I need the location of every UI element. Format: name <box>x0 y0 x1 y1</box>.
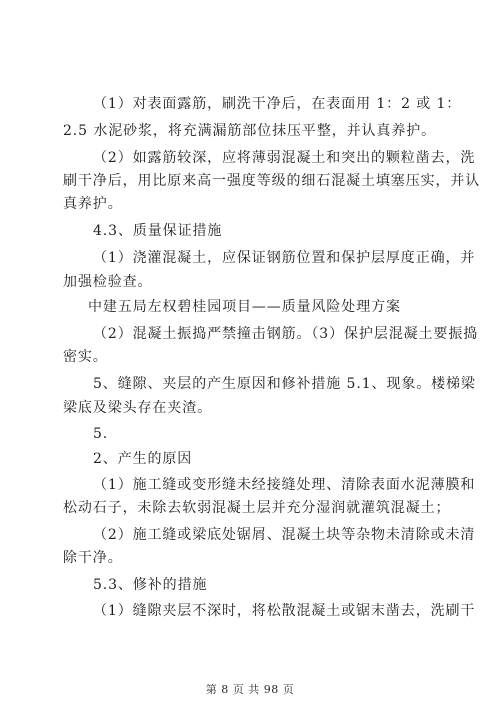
paragraph-line: 真养护。 <box>63 196 123 212</box>
paragraph-line: （2）施工缝或梁底处锯屑、混凝土块等杂物未清除或未清 <box>93 527 476 543</box>
section-heading: 5.3、修补的措施 <box>93 577 208 593</box>
paragraph-line: 5. <box>93 426 109 442</box>
paragraph-line: 2.5 水泥砂浆，将充满漏筋部位抹压平整，并认真养护。 <box>63 123 437 139</box>
paragraph-line: （1）缝隙夹层不深时，将松散混凝土或锯末凿去，洗刷干 <box>93 603 476 619</box>
paragraph-line: （1）对表面露筋，刷洗干净后，在表面用 1：2 或 1： <box>93 96 462 112</box>
page-footer: 第 8 页 共 98 页 <box>205 683 295 696</box>
paragraph-line: 密实。 <box>63 349 108 365</box>
paragraph-line: 加强检验查。 <box>63 274 153 290</box>
paragraph-line: 5、缝隙、夹层的产生原因和修补措施 5.1、现象。楼梯梁 <box>93 376 476 392</box>
document-header-line: 中建五局左权碧桂园项目——质量风险处理方案 <box>88 299 401 315</box>
paragraph-line: 除干净。 <box>63 550 123 566</box>
paragraph-line: 松动石子，未除去软弱混凝土层并充分湿润就灌筑混凝土； <box>63 500 451 516</box>
section-heading: 4.3、质量保证措施 <box>93 223 223 239</box>
paragraph-line: （1）浇灌混凝土，应保证钢筋位置和保护层厚度正确，并 <box>93 250 476 266</box>
paragraph-line: 梁底及梁头存在夹渣。 <box>63 400 212 416</box>
paragraph-line: （1）施工缝或变形缝未经接缝处理、清除表面水泥薄膜和 <box>93 477 476 493</box>
paragraph-line: （2）混凝土振捣严禁撞击钢筋。（3）保护层混凝土要振捣 <box>93 326 479 342</box>
section-heading: 2、产生的原因 <box>93 451 193 467</box>
paragraph-line: 刷干净后，用比原来高一强度等级的细石混凝土填塞压实，并认 <box>63 173 481 189</box>
paragraph-line: （2）如露筋较深，应将薄弱混凝土和突出的颗粒凿去，洗 <box>93 150 476 166</box>
